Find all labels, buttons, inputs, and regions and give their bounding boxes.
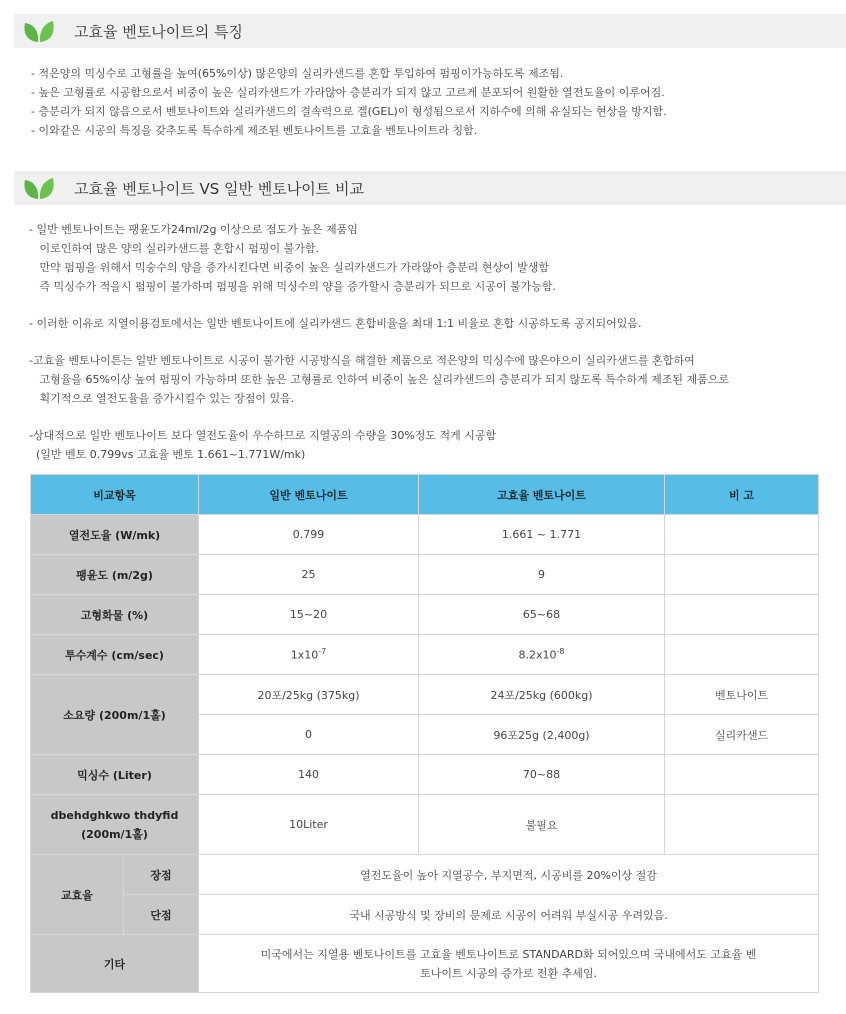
row-label: 팽윤도 (m/2g)	[31, 555, 199, 595]
comparison-table	[30, 474, 819, 993]
cell-normal: 10Liter	[199, 795, 419, 855]
table-header: 일반 벤토나이트	[199, 475, 419, 515]
row-label: 투수계수 (cm/sec)	[31, 635, 199, 675]
cell-high: 9	[419, 555, 665, 595]
cell-etc	[199, 935, 819, 993]
cell-normal: 0.799	[199, 515, 419, 555]
cell-con: 국내 시공방식 및 장비의 문제로 시공이 어려워 부실시공 우려있음.	[199, 895, 819, 935]
cell-pro: 열전도율이 높아 지열공수, 부지면적, 시공비를 20%이상 절감	[199, 855, 819, 895]
paragraph-line: 즉 믹싱수가 적을시 펌핑이 불가하며 펌핑을 위해 믹싱수의 양을 증가할시 층분리가 되므로 시공이 불가능함.	[29, 280, 556, 293]
table-header: 비교항목	[31, 475, 199, 515]
table-header: 비 고	[665, 475, 819, 515]
value-base: 8.2x10	[518, 648, 557, 662]
paragraph-line: 고형율을 65%이상 높여 펌핑이 가능하며 또한 높은 고형률로 인하여 비중이 높은 실리카샌드의 층분리가 되지 않도록 특수하게 제조된 제품으로	[29, 373, 730, 386]
table-row	[31, 795, 819, 855]
row-label	[31, 795, 199, 855]
cell-normal: 140	[199, 755, 419, 795]
value-exponent: -7	[318, 647, 327, 657]
list-item: - 높은 고형률로 시공함으로서 비중이 높은 실리카샌드가 가라않아 층분리가 되지 않고 고르게 분포되어 원활한 열전도율이 이루어짐.	[31, 86, 665, 99]
cell-note	[665, 755, 819, 795]
table-row	[31, 755, 819, 795]
leaf-icon	[22, 19, 56, 43]
row-label-line: dbehdghkwo thdyfid	[50, 808, 179, 822]
cell-note: 벤토나이트	[665, 675, 819, 715]
row-label: 교효율	[31, 855, 124, 935]
value-base: 1x10	[290, 648, 319, 662]
value-exponent: -8	[556, 647, 565, 657]
paragraph-line: 이로인하여 많은 양의 실리카샌드를 혼합시 펌핑이 불가함.	[29, 242, 319, 255]
section-header-features	[14, 14, 846, 48]
cell-high: 불필요	[419, 795, 665, 855]
etc-line: 토나이트 시공의 증가로 전환 추세임.	[420, 966, 597, 980]
cell-note	[665, 555, 819, 595]
row-label: 소요량 (200m/1홀)	[31, 675, 199, 755]
table-header: 고효율 벤토나이트	[419, 475, 665, 515]
list-item: - 적은양의 믹싱수로 고형률을 높여(65%이상) 많은양의 실리카샌드를 혼합 투입하여 펌핑이가능하도록 제조됨.	[31, 67, 564, 80]
paragraph-line: - 일반 벤토나이트는 팽윤도가24ml/2g 이상으로 점도가 높은 제품임	[29, 223, 358, 236]
cell-high: 24포/25kg (600kg)	[419, 675, 665, 715]
cell-normal: 25	[199, 555, 419, 595]
cell-normal: 15~20	[199, 595, 419, 635]
cell-high: 1.661 ~ 1.771	[419, 515, 665, 555]
row-label: 열전도율 (W/mk)	[31, 515, 199, 555]
table-row	[31, 595, 819, 635]
table-row	[31, 675, 819, 715]
cell-note	[665, 635, 819, 675]
cell-normal: 0	[199, 715, 419, 755]
table-row	[31, 635, 819, 675]
table-row	[31, 895, 819, 935]
section-header-comparison	[14, 171, 846, 205]
row-label: 고형화물 (%)	[31, 595, 199, 635]
row-label: 기타	[31, 935, 199, 993]
table-row	[31, 555, 819, 595]
cell-normal	[199, 635, 419, 675]
paragraph-line: - 이러한 이유로 지열이용검토에서는 일반 벤토나이트에 실리카샌드 혼합비율을 최대 1:1 비율로 혼합 시공하도록 공지되어있음.	[29, 317, 642, 330]
cell-note	[665, 595, 819, 635]
sub-label-pro: 장점	[124, 855, 199, 895]
cell-note: 실리카샌드	[665, 715, 819, 755]
section-title: 고효율 벤토나이트 VS 일반 벤토나이트 비교	[74, 179, 364, 198]
paragraph-line: (일반 벤토 0.799vs 고효율 벤토 1.661~1.771W/mk)	[29, 448, 306, 461]
comparison-text	[29, 220, 729, 464]
table-row	[31, 855, 819, 895]
section-title: 고효율 벤토나이트의 특징	[74, 22, 243, 41]
cell-high: 65~68	[419, 595, 665, 635]
cell-high	[419, 635, 665, 675]
row-label: 믹싱수 (Liter)	[31, 755, 199, 795]
cell-high: 70~88	[419, 755, 665, 795]
leaf-icon	[22, 176, 56, 200]
list-item: - 이와같은 시공의 특징을 갖추도록 특수하게 제조된 벤토나이트를 고효율 벤토나이트라 칭함.	[31, 124, 478, 137]
cell-note	[665, 515, 819, 555]
paragraph-line: 만약 펌핑을 위해서 믹숭수의 양을 증가시킨다면 비중이 높은 실리카샌드가 가라않아 층분리 현상이 발생함	[29, 261, 549, 274]
row-label-line: (200m/1홀)	[81, 827, 148, 841]
table-row	[31, 515, 819, 555]
paragraph-line: 획기적으로 열전도율을 증가시킬수 있는 장점이 있음.	[29, 392, 295, 405]
list-item: - 층분리가 되지 않음으로서 벤토나이트와 실리카샌드의 결속력으로 겔(GEL)이 형성됨으로서 지하수에 의해 유실되는 현상을 방지함.	[31, 105, 667, 118]
etc-line: 미국에서는 지열용 벤토나이트를 고효율 벤토나이트로 STANDARD화 되어있으며 국내에서도 고효율 벤	[260, 947, 757, 961]
paragraph-line: -고효율 벤토나이튼는 일반 벤토나이트로 시공이 불가한 시공방식을 해결한 제품으로 적은양의 믹싱수에 많은야으이 실리카샌드를 혼합하여	[29, 354, 695, 367]
cell-normal: 20포/25kg (375kg)	[199, 675, 419, 715]
table-row	[31, 935, 819, 993]
cell-high: 96포25g (2,400g)	[419, 715, 665, 755]
paragraph-line: -상대적으로 일반 벤토나이트 보다 열전도율이 우수하므로 지열공의 수량을 30%정도 적게 시공함	[29, 429, 497, 442]
cell-note	[665, 795, 819, 855]
sub-label-con: 단점	[124, 895, 199, 935]
features-list	[31, 64, 667, 140]
